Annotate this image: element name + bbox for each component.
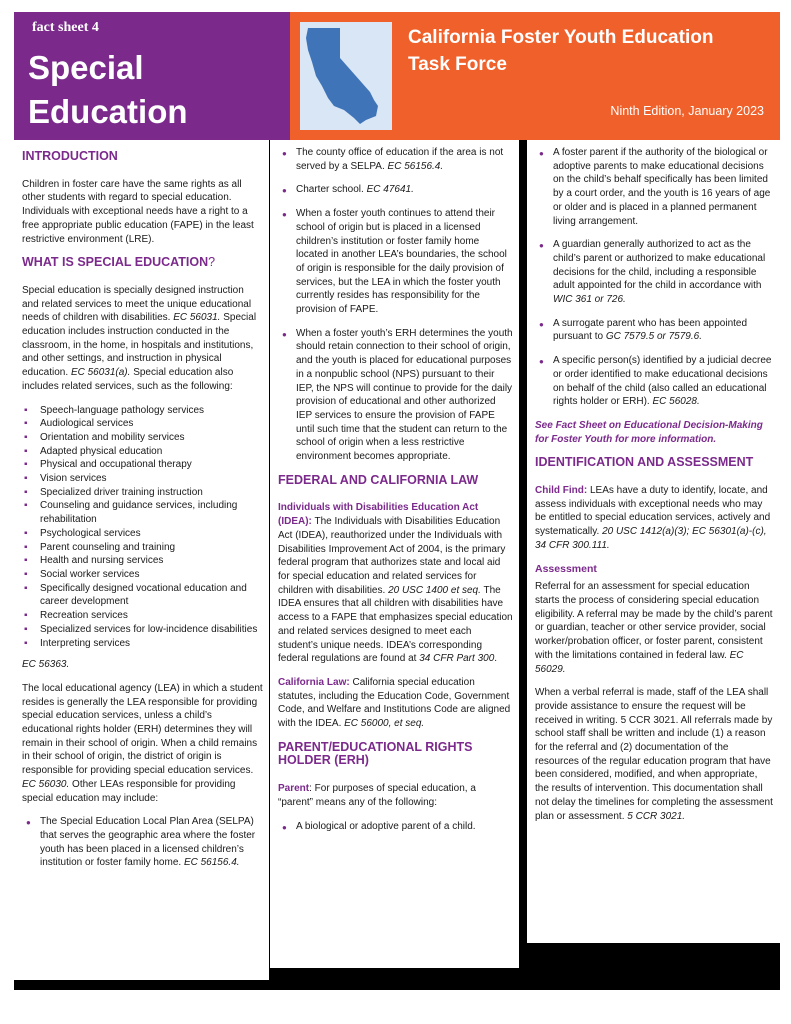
county-text: The county office of education if the area is not served by a SELPA.	[296, 147, 504, 172]
service-list-item: ▪ Adapted physical education	[22, 445, 263, 459]
see-fact-sheet-note: See Fact Sheet on Educational Decision-Making for Foster Youth for more information.	[535, 419, 763, 445]
service-list-item: ▪ Speech-language pathology services	[22, 404, 263, 418]
ca-law-cite: EC 56000, et seq.	[344, 718, 425, 730]
referral-text	[535, 580, 774, 676]
what-cite-a: EC 56031.	[173, 312, 221, 324]
charter-text: Charter school.	[296, 184, 367, 196]
parent-body: : For purposes of special education, a “parent” means any of the following:	[278, 783, 476, 808]
service-list-item: ▪ Specialized driver training instruction	[22, 486, 263, 500]
lea-text-a: The local educational agency (LEA) in which a student resides is generally the LEA responsible for providing special education services, unless a child’s educational rights holder (ERH) determines they will remain in their school of origin. When a child remains in their school of origin, the district of origin is responsible for providing special education services.	[22, 682, 263, 777]
idea-text-a: The Individuals with Disabilities Education Act (IDEA), reauthorized under the Individuals with Disabilities Improvement Act of 2004, is the primary federal program that authorizes state and local aid for special education and related services for children with disabilities.	[278, 516, 506, 596]
page-title	[28, 46, 188, 134]
taskforce-title-line-2: Task Force	[408, 54, 507, 75]
what-heading	[22, 256, 263, 270]
ca-law-body: California special education statutes, including the Education Code, Government Code, and Welfare and Institutions Code are aligned with the IDEA.	[278, 676, 511, 730]
column-1	[14, 140, 269, 980]
what-text-b: Special education includes instruction conducted in the classroom, in the home, in hospitals and institutions, and other settings, and instruction in physical education.	[22, 312, 257, 379]
list-item: ● When a foster youth’s ERH determines the youth should retain connection to their school of origin, and the youth is placed for educational purposes in a nonpublic school (NPS) pursuant to their IEP, the NPS will continue to provide for the daily provision of educational and other authorized IEP services to ensure the provision of FAPE until such time that the student can return to the school of origin when a less restrictive environment becomes appropriate.	[278, 327, 513, 464]
idea-text-c: .	[494, 653, 498, 665]
list-item	[278, 146, 513, 173]
county-cite: EC 56156.4.	[387, 160, 444, 172]
idea-text	[278, 501, 513, 665]
parent-text	[278, 782, 513, 809]
service-list-item: ▪ Vision services	[22, 472, 263, 486]
assessment-heading: Assessment	[535, 562, 597, 575]
services-cite	[22, 658, 263, 672]
taskforce-title	[408, 24, 713, 78]
idea-text-b: The IDEA ensures that all children with disabilities have access to a FAPE that emphasizes special education and related services designed to meet each student’s unique needs. IDEA’s corresponding federal regulations are found at	[278, 584, 513, 665]
ident-heading: IDENTIFICATION AND ASSESSMENT	[535, 455, 754, 470]
service-list-item: ▪ Interpreting services	[22, 637, 263, 651]
idea-cite-a: 20 USC 1400 et seq.	[388, 584, 481, 596]
service-list-item: ▪ Recreation services	[22, 609, 263, 623]
list-item	[22, 815, 263, 870]
service-list-item: ▪ Health and nursing services	[22, 554, 263, 568]
idea-label: Individuals with Disabilities Education Act (IDEA):	[278, 502, 479, 528]
surrogate-cite: GC 7579.5 or 7579.6.	[605, 331, 702, 343]
service-list-item: ▪ Orientation and mobility services	[22, 431, 263, 445]
list-item: ● A biological or adoptive parent of a child.	[278, 820, 513, 834]
law-heading: FEDERAL AND CALIFORNIA LAW	[278, 472, 479, 487]
ca-law-label: California Law:	[278, 676, 350, 688]
list-item: ● A foster parent if the authority of the biological or adoptive parents to make educational decisions on the child’s behalf specifically has been limited by a court order, and the youth is 16 years of age or older and is placed in a planned permanent living arrangement.	[535, 146, 774, 228]
intro-text: Children in foster care have the same rights as all other students with regard to special education. Individuals with exceptional needs have a right to a free appropriate public education (FAPE) in the least restrictive environment (LRE).	[22, 178, 254, 245]
lea-list	[22, 815, 263, 870]
parent-list-continued	[535, 146, 774, 409]
edition-label: Ninth Edition, January 2023	[610, 104, 764, 118]
header-title-panel	[14, 12, 290, 140]
specific-text: A specific person(s) identified by a judicial decree or order identified to make educational decisions on behalf of the child (also called an educational rights holder or ERH).	[553, 355, 772, 408]
service-list-item: ▪ Specifically designed vocational education and career development	[22, 582, 263, 609]
column-3	[527, 140, 780, 943]
list-item	[535, 354, 774, 409]
childfind-label: Child Find:	[535, 485, 588, 497]
title-line-2: Education	[28, 93, 188, 130]
selpa-text: The Special Education Local Plan Area (SELPA) that serves the geographic area where the foster youth has been placed in a licensed children’s institution or foster family home.	[40, 816, 256, 869]
what-text	[22, 284, 263, 394]
what-heading-text: WHAT IS SPECIAL EDUCATION	[22, 255, 209, 270]
service-list-item: ▪ Specialized services for low-incidence disabilities	[22, 623, 263, 637]
lea-text	[22, 682, 263, 805]
childfind-cite: 20 USC 1412(a)(3); EC 56301(a)-(c), 34 CFR 300.111.	[535, 526, 767, 551]
column-2	[270, 140, 519, 968]
service-list-item: ▪ Psychological services	[22, 527, 263, 541]
what-cite-b: EC 56031(a).	[70, 367, 131, 379]
california-map-icon	[300, 22, 392, 130]
ca-law-text	[278, 676, 513, 731]
title-line-1: Special	[28, 49, 144, 86]
list-item: ● When a foster youth continues to attend their school of origin but is placed in a licensed children’s institution or foster family home located in another LEA’s boundaries, the school of origin is responsible for the daily provision of services, but the LEA in which the foster youth currently resides has responsibility for the provision of FAPE.	[278, 207, 513, 317]
specific-cite: EC 56028.	[652, 396, 700, 408]
verbal-referral-text	[535, 686, 774, 823]
childfind-body: LEAs have a duty to identify, locate, and assess individuals with exceptional needs who may be entitled to special education services, actively and systematically.	[535, 485, 771, 538]
service-list-item: ▪ Audiological services	[22, 417, 263, 431]
lea-text-b: Other LEAs responsible for providing special education may include:	[22, 778, 236, 804]
verbal-cite: 5 CCR 3021.	[627, 810, 686, 822]
taskforce-title-line-1: California Foster Youth Education	[408, 27, 714, 48]
what-text-a: Special education is specially designed instruction and related services to meet the unique educational needs of children with disabilities.	[22, 284, 252, 324]
what-text-c: Special education also includes related services, such as the following:	[22, 367, 234, 392]
service-list-item: ▪ Parent counseling and training	[22, 541, 263, 555]
idea-cite-b: 34 CFR Part 300	[419, 653, 495, 665]
lea-list-continued	[278, 146, 513, 464]
charter-cite: EC 47641.	[366, 184, 414, 196]
services-cite-text: EC 56363.	[22, 659, 70, 671]
parent-label: Parent	[278, 783, 310, 795]
california-map-shape	[300, 22, 392, 130]
service-list-item: ▪ Physical and occupational therapy	[22, 458, 263, 472]
guardian-text: A guardian generally authorized to act as the child’s parent or authorized to make educational decisions for the child, including a responsible adult appointed for the child in accordance with	[553, 239, 766, 292]
verbal-body: When a verbal referral is made, staff of the LEA shall provide assistance to ensure the request will be received in writing. 5 CCR 3021. All referrals made by school staff shall be written and include (1) a reason for the referral and (2) documentation of the resources of the regular education program that have been considered, modified, and when appropriate, the results of intervention. This documentation shall not delay the timelines for completing the assessment plan or assessment.	[535, 687, 773, 822]
parent-heading: PARENT/EDUCATIONAL RIGHTS HOLDER (ERH)	[278, 739, 473, 768]
list-item	[278, 183, 513, 197]
guardian-cite: WIC 361 or 726.	[553, 294, 626, 306]
list-item	[535, 317, 774, 344]
referral-body: Referral for an assessment for special education starts the process of considering special education eligibility. A referral may be made by the child’s parent or guardian, teacher or other service provider, social worker/probation officer, or foster parent, consistent with the limitations contained in federal law.	[535, 581, 773, 661]
lea-cite: EC 56030.	[22, 778, 70, 790]
intro-heading: INTRODUCTION	[22, 149, 118, 163]
what-heading-q: ?	[208, 255, 216, 270]
service-list-item: ▪ Social worker services	[22, 568, 263, 582]
services-list	[22, 404, 263, 651]
parent-list	[278, 820, 513, 834]
header-taskforce-panel	[290, 12, 780, 140]
selpa-cite: EC 56156.4.	[183, 857, 240, 869]
surrogate-text: A surrogate parent who has been appointed pursuant to	[553, 317, 748, 343]
fact-sheet-label: fact sheet 4	[32, 20, 99, 35]
referral-cite: EC 56029.	[535, 649, 744, 675]
childfind-text	[535, 484, 774, 553]
list-item	[535, 238, 774, 307]
service-list-item: ▪ Counseling and guidance services, including rehabilitation	[22, 499, 263, 526]
